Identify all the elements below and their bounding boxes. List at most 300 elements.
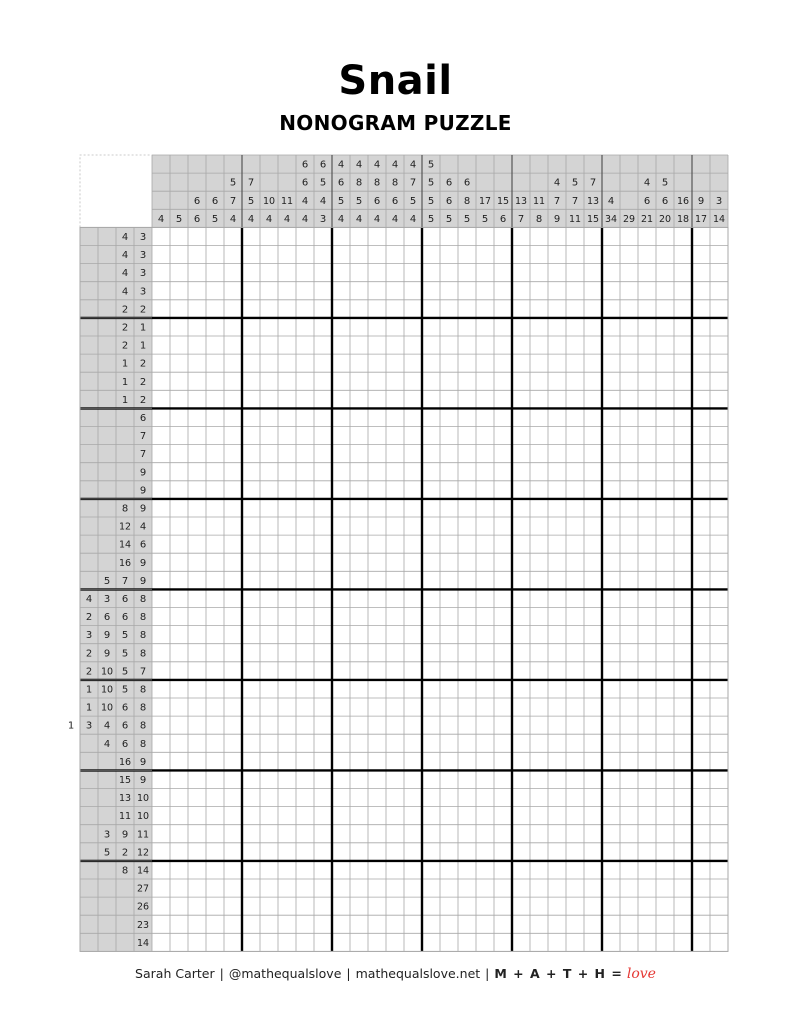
grid-cell[interactable] (368, 734, 386, 752)
grid-cell[interactable] (656, 662, 674, 680)
grid-cell[interactable] (260, 408, 278, 426)
grid-cell[interactable] (224, 390, 242, 408)
grid-cell[interactable] (332, 354, 350, 372)
grid-cell[interactable] (350, 553, 368, 571)
grid-cell[interactable] (458, 300, 476, 318)
grid-cell[interactable] (404, 246, 422, 264)
grid-cell[interactable] (260, 499, 278, 517)
grid-cell[interactable] (224, 644, 242, 662)
grid-cell[interactable] (170, 589, 188, 607)
grid-cell[interactable] (530, 734, 548, 752)
grid-cell[interactable] (548, 318, 566, 336)
grid-cell[interactable] (224, 626, 242, 644)
grid-cell[interactable] (314, 463, 332, 481)
grid-cell[interactable] (170, 264, 188, 282)
grid-cell[interactable] (512, 861, 530, 879)
grid-cell[interactable] (152, 626, 170, 644)
grid-cell[interactable] (710, 372, 728, 390)
grid-cell[interactable] (710, 861, 728, 879)
grid-cell[interactable] (188, 698, 206, 716)
grid-cell[interactable] (296, 535, 314, 553)
grid-cell[interactable] (602, 770, 620, 788)
grid-cell[interactable] (386, 445, 404, 463)
grid-cell[interactable] (494, 861, 512, 879)
grid-cell[interactable] (188, 499, 206, 517)
grid-cell[interactable] (512, 517, 530, 535)
grid-cell[interactable] (656, 716, 674, 734)
grid-cell[interactable] (566, 390, 584, 408)
grid-cell[interactable] (350, 644, 368, 662)
grid-cell[interactable] (296, 246, 314, 264)
grid-cell[interactable] (170, 807, 188, 825)
grid-cell[interactable] (332, 789, 350, 807)
grid-cell[interactable] (278, 807, 296, 825)
grid-cell[interactable] (152, 807, 170, 825)
grid-cell[interactable] (206, 915, 224, 933)
grid-cell[interactable] (296, 843, 314, 861)
grid-cell[interactable] (314, 716, 332, 734)
grid-cell[interactable] (692, 734, 710, 752)
grid-cell[interactable] (152, 354, 170, 372)
grid-cell[interactable] (674, 535, 692, 553)
grid-cell[interactable] (674, 897, 692, 915)
grid-cell[interactable] (188, 372, 206, 390)
grid-cell[interactable] (350, 535, 368, 553)
grid-cell[interactable] (170, 318, 188, 336)
grid-cell[interactable] (512, 933, 530, 951)
grid-cell[interactable] (206, 390, 224, 408)
grid-cell[interactable] (224, 535, 242, 553)
grid-cell[interactable] (602, 427, 620, 445)
grid-cell[interactable] (404, 752, 422, 770)
grid-cell[interactable] (674, 698, 692, 716)
grid-cell[interactable] (296, 390, 314, 408)
grid-cell[interactable] (332, 734, 350, 752)
grid-cell[interactable] (170, 698, 188, 716)
grid-cell[interactable] (530, 571, 548, 589)
grid-cell[interactable] (548, 427, 566, 445)
grid-cell[interactable] (188, 390, 206, 408)
grid-cell[interactable] (584, 879, 602, 897)
grid-cell[interactable] (260, 354, 278, 372)
grid-cell[interactable] (170, 481, 188, 499)
grid-cell[interactable] (674, 626, 692, 644)
grid-cell[interactable] (674, 372, 692, 390)
grid-cell[interactable] (368, 680, 386, 698)
grid-cell[interactable] (152, 571, 170, 589)
grid-cell[interactable] (314, 770, 332, 788)
grid-cell[interactable] (224, 825, 242, 843)
grid-cell[interactable] (152, 915, 170, 933)
grid-cell[interactable] (494, 698, 512, 716)
grid-cell[interactable] (404, 318, 422, 336)
grid-cell[interactable] (206, 372, 224, 390)
grid-cell[interactable] (152, 644, 170, 662)
grid-cell[interactable] (296, 825, 314, 843)
grid-cell[interactable] (638, 336, 656, 354)
grid-cell[interactable] (512, 752, 530, 770)
grid-cell[interactable] (278, 716, 296, 734)
grid-cell[interactable] (242, 752, 260, 770)
grid-cell[interactable] (710, 553, 728, 571)
grid-cell[interactable] (386, 608, 404, 626)
grid-cell[interactable] (458, 770, 476, 788)
grid-cell[interactable] (206, 680, 224, 698)
grid-cell[interactable] (368, 879, 386, 897)
grid-cell[interactable] (440, 843, 458, 861)
grid-cell[interactable] (260, 915, 278, 933)
grid-cell[interactable] (602, 553, 620, 571)
grid-cell[interactable] (584, 445, 602, 463)
grid-cell[interactable] (476, 264, 494, 282)
grid-cell[interactable] (242, 897, 260, 915)
grid-cell[interactable] (584, 770, 602, 788)
grid-cell[interactable] (620, 517, 638, 535)
grid-cell[interactable] (188, 300, 206, 318)
grid-cell[interactable] (368, 915, 386, 933)
grid-cell[interactable] (242, 463, 260, 481)
grid-cell[interactable] (584, 463, 602, 481)
grid-cell[interactable] (530, 390, 548, 408)
grid-cell[interactable] (602, 463, 620, 481)
grid-cell[interactable] (350, 246, 368, 264)
grid-cell[interactable] (386, 662, 404, 680)
grid-cell[interactable] (368, 553, 386, 571)
grid-cell[interactable] (620, 390, 638, 408)
grid-cell[interactable] (278, 879, 296, 897)
grid-cell[interactable] (476, 734, 494, 752)
grid-cell[interactable] (188, 734, 206, 752)
grid-cell[interactable] (242, 680, 260, 698)
grid-cell[interactable] (656, 354, 674, 372)
grid-cell[interactable] (368, 246, 386, 264)
grid-cell[interactable] (224, 354, 242, 372)
grid-cell[interactable] (656, 553, 674, 571)
grid-cell[interactable] (476, 662, 494, 680)
grid-cell[interactable] (422, 716, 440, 734)
grid-cell[interactable] (422, 789, 440, 807)
grid-cell[interactable] (404, 408, 422, 426)
grid-cell[interactable] (674, 608, 692, 626)
grid-cell[interactable] (548, 608, 566, 626)
grid-cell[interactable] (440, 553, 458, 571)
grid-cell[interactable] (404, 825, 422, 843)
grid-cell[interactable] (260, 282, 278, 300)
grid-cell[interactable] (566, 571, 584, 589)
grid-cell[interactable] (656, 517, 674, 535)
grid-cell[interactable] (296, 933, 314, 951)
grid-cell[interactable] (170, 227, 188, 245)
grid-cell[interactable] (548, 535, 566, 553)
grid-cell[interactable] (422, 318, 440, 336)
grid-cell[interactable] (530, 770, 548, 788)
grid-cell[interactable] (224, 680, 242, 698)
grid-cell[interactable] (638, 318, 656, 336)
grid-cell[interactable] (710, 716, 728, 734)
grid-cell[interactable] (548, 246, 566, 264)
grid-cell[interactable] (332, 427, 350, 445)
grid-cell[interactable] (224, 246, 242, 264)
grid-cell[interactable] (566, 662, 584, 680)
grid-cell[interactable] (422, 680, 440, 698)
grid-cell[interactable] (386, 698, 404, 716)
grid-cell[interactable] (152, 933, 170, 951)
grid-cell[interactable] (458, 861, 476, 879)
grid-cell[interactable] (386, 535, 404, 553)
grid-cell[interactable] (170, 843, 188, 861)
grid-cell[interactable] (260, 644, 278, 662)
grid-cell[interactable] (476, 246, 494, 264)
grid-cell[interactable] (350, 897, 368, 915)
grid-cell[interactable] (602, 354, 620, 372)
grid-cell[interactable] (260, 770, 278, 788)
grid-cell[interactable] (674, 589, 692, 607)
grid-cell[interactable] (170, 408, 188, 426)
grid-cell[interactable] (332, 553, 350, 571)
grid-cell[interactable] (386, 825, 404, 843)
grid-cell[interactable] (170, 680, 188, 698)
grid-cell[interactable] (278, 897, 296, 915)
grid-cell[interactable] (602, 861, 620, 879)
grid-cell[interactable] (152, 336, 170, 354)
grid-cell[interactable] (350, 390, 368, 408)
grid-cell[interactable] (332, 318, 350, 336)
grid-cell[interactable] (656, 481, 674, 499)
grid-cell[interactable] (620, 716, 638, 734)
grid-cell[interactable] (656, 499, 674, 517)
grid-cell[interactable] (548, 644, 566, 662)
grid-cell[interactable] (314, 445, 332, 463)
grid-cell[interactable] (386, 807, 404, 825)
grid-cell[interactable] (656, 336, 674, 354)
grid-cell[interactable] (620, 553, 638, 571)
grid-cell[interactable] (242, 553, 260, 571)
grid-cell[interactable] (350, 789, 368, 807)
grid-cell[interactable] (350, 807, 368, 825)
grid-cell[interactable] (512, 680, 530, 698)
grid-cell[interactable] (530, 427, 548, 445)
grid-cell[interactable] (404, 354, 422, 372)
grid-cell[interactable] (476, 517, 494, 535)
grid-cell[interactable] (584, 589, 602, 607)
grid-cell[interactable] (296, 445, 314, 463)
grid-cell[interactable] (224, 752, 242, 770)
grid-cell[interactable] (692, 807, 710, 825)
grid-cell[interactable] (458, 553, 476, 571)
grid-cell[interactable] (386, 680, 404, 698)
grid-cell[interactable] (548, 571, 566, 589)
grid-cell[interactable] (548, 282, 566, 300)
grid-cell[interactable] (152, 680, 170, 698)
grid-cell[interactable] (350, 354, 368, 372)
grid-cell[interactable] (260, 933, 278, 951)
grid-cell[interactable] (242, 517, 260, 535)
grid-cell[interactable] (602, 300, 620, 318)
grid-cell[interactable] (494, 463, 512, 481)
grid-cell[interactable] (584, 246, 602, 264)
grid-cell[interactable] (152, 825, 170, 843)
grid-cell[interactable] (638, 499, 656, 517)
grid-cell[interactable] (188, 535, 206, 553)
grid-cell[interactable] (692, 915, 710, 933)
grid-cell[interactable] (314, 227, 332, 245)
grid-cell[interactable] (206, 734, 224, 752)
grid-cell[interactable] (584, 861, 602, 879)
grid-cell[interactable] (188, 680, 206, 698)
grid-cell[interactable] (296, 789, 314, 807)
grid-cell[interactable] (368, 843, 386, 861)
grid-cell[interactable] (566, 843, 584, 861)
grid-cell[interactable] (440, 807, 458, 825)
grid-cell[interactable] (548, 463, 566, 481)
grid-cell[interactable] (656, 807, 674, 825)
grid-cell[interactable] (368, 463, 386, 481)
grid-cell[interactable] (674, 915, 692, 933)
grid-cell[interactable] (620, 282, 638, 300)
grid-cell[interactable] (440, 354, 458, 372)
grid-cell[interactable] (440, 608, 458, 626)
grid-cell[interactable] (638, 807, 656, 825)
grid-cell[interactable] (296, 318, 314, 336)
grid-cell[interactable] (206, 807, 224, 825)
grid-cell[interactable] (350, 752, 368, 770)
grid-cell[interactable] (710, 517, 728, 535)
grid-cell[interactable] (422, 608, 440, 626)
grid-cell[interactable] (278, 915, 296, 933)
grid-cell[interactable] (278, 843, 296, 861)
grid-cell[interactable] (260, 372, 278, 390)
grid-cell[interactable] (476, 300, 494, 318)
grid-cell[interactable] (656, 408, 674, 426)
grid-cell[interactable] (530, 336, 548, 354)
grid-cell[interactable] (494, 246, 512, 264)
grid-cell[interactable] (494, 933, 512, 951)
grid-cell[interactable] (170, 933, 188, 951)
grid-cell[interactable] (692, 463, 710, 481)
grid-cell[interactable] (674, 336, 692, 354)
grid-cell[interactable] (656, 734, 674, 752)
grid-cell[interactable] (602, 825, 620, 843)
grid-cell[interactable] (566, 879, 584, 897)
grid-cell[interactable] (296, 336, 314, 354)
grid-cell[interactable] (476, 644, 494, 662)
grid-cell[interactable] (188, 282, 206, 300)
grid-cell[interactable] (656, 789, 674, 807)
grid-cell[interactable] (278, 589, 296, 607)
grid-cell[interactable] (386, 861, 404, 879)
grid-cell[interactable] (584, 354, 602, 372)
grid-cell[interactable] (296, 427, 314, 445)
grid-cell[interactable] (224, 481, 242, 499)
grid-cell[interactable] (314, 300, 332, 318)
grid-cell[interactable] (332, 626, 350, 644)
grid-cell[interactable] (458, 680, 476, 698)
grid-cell[interactable] (692, 662, 710, 680)
grid-cell[interactable] (188, 264, 206, 282)
grid-cell[interactable] (458, 571, 476, 589)
grid-cell[interactable] (242, 915, 260, 933)
grid-cell[interactable] (278, 300, 296, 318)
grid-cell[interactable] (512, 227, 530, 245)
grid-cell[interactable] (368, 300, 386, 318)
grid-cell[interactable] (188, 463, 206, 481)
grid-cell[interactable] (422, 390, 440, 408)
grid-cell[interactable] (566, 282, 584, 300)
grid-cell[interactable] (152, 662, 170, 680)
grid-cell[interactable] (242, 789, 260, 807)
grid-cell[interactable] (242, 300, 260, 318)
grid-cell[interactable] (224, 499, 242, 517)
grid-cell[interactable] (692, 481, 710, 499)
grid-cell[interactable] (494, 227, 512, 245)
grid-cell[interactable] (656, 390, 674, 408)
grid-cell[interactable] (260, 734, 278, 752)
grid-cell[interactable] (584, 282, 602, 300)
grid-cell[interactable] (692, 300, 710, 318)
grid-cell[interactable] (188, 571, 206, 589)
grid-cell[interactable] (350, 227, 368, 245)
grid-cell[interactable] (674, 300, 692, 318)
grid-cell[interactable] (422, 879, 440, 897)
grid-cell[interactable] (440, 879, 458, 897)
grid-cell[interactable] (170, 354, 188, 372)
grid-cell[interactable] (206, 571, 224, 589)
grid-cell[interactable] (692, 608, 710, 626)
grid-cell[interactable] (656, 589, 674, 607)
grid-cell[interactable] (602, 408, 620, 426)
grid-cell[interactable] (638, 427, 656, 445)
grid-cell[interactable] (296, 698, 314, 716)
grid-cell[interactable] (494, 499, 512, 517)
grid-cell[interactable] (278, 933, 296, 951)
grid-cell[interactable] (692, 843, 710, 861)
grid-cell[interactable] (710, 445, 728, 463)
grid-cell[interactable] (692, 789, 710, 807)
grid-cell[interactable] (152, 589, 170, 607)
grid-cell[interactable] (674, 553, 692, 571)
grid-cell[interactable] (242, 698, 260, 716)
grid-cell[interactable] (638, 535, 656, 553)
grid-cell[interactable] (206, 227, 224, 245)
grid-cell[interactable] (674, 789, 692, 807)
grid-cell[interactable] (242, 571, 260, 589)
grid-cell[interactable] (440, 499, 458, 517)
grid-cell[interactable] (422, 445, 440, 463)
grid-cell[interactable] (260, 264, 278, 282)
grid-cell[interactable] (656, 246, 674, 264)
grid-cell[interactable] (206, 336, 224, 354)
grid-cell[interactable] (584, 300, 602, 318)
grid-cell[interactable] (350, 626, 368, 644)
grid-cell[interactable] (440, 734, 458, 752)
grid-cell[interactable] (710, 807, 728, 825)
grid-cell[interactable] (458, 716, 476, 734)
grid-cell[interactable] (692, 752, 710, 770)
grid-cell[interactable] (224, 807, 242, 825)
grid-cell[interactable] (602, 626, 620, 644)
grid-cell[interactable] (368, 626, 386, 644)
grid-cell[interactable] (422, 282, 440, 300)
grid-cell[interactable] (710, 626, 728, 644)
grid-cell[interactable] (260, 336, 278, 354)
grid-cell[interactable] (512, 644, 530, 662)
grid-cell[interactable] (530, 535, 548, 553)
grid-cell[interactable] (368, 897, 386, 915)
grid-cell[interactable] (188, 879, 206, 897)
grid-cell[interactable] (188, 807, 206, 825)
grid-cell[interactable] (692, 372, 710, 390)
grid-cell[interactable] (314, 390, 332, 408)
